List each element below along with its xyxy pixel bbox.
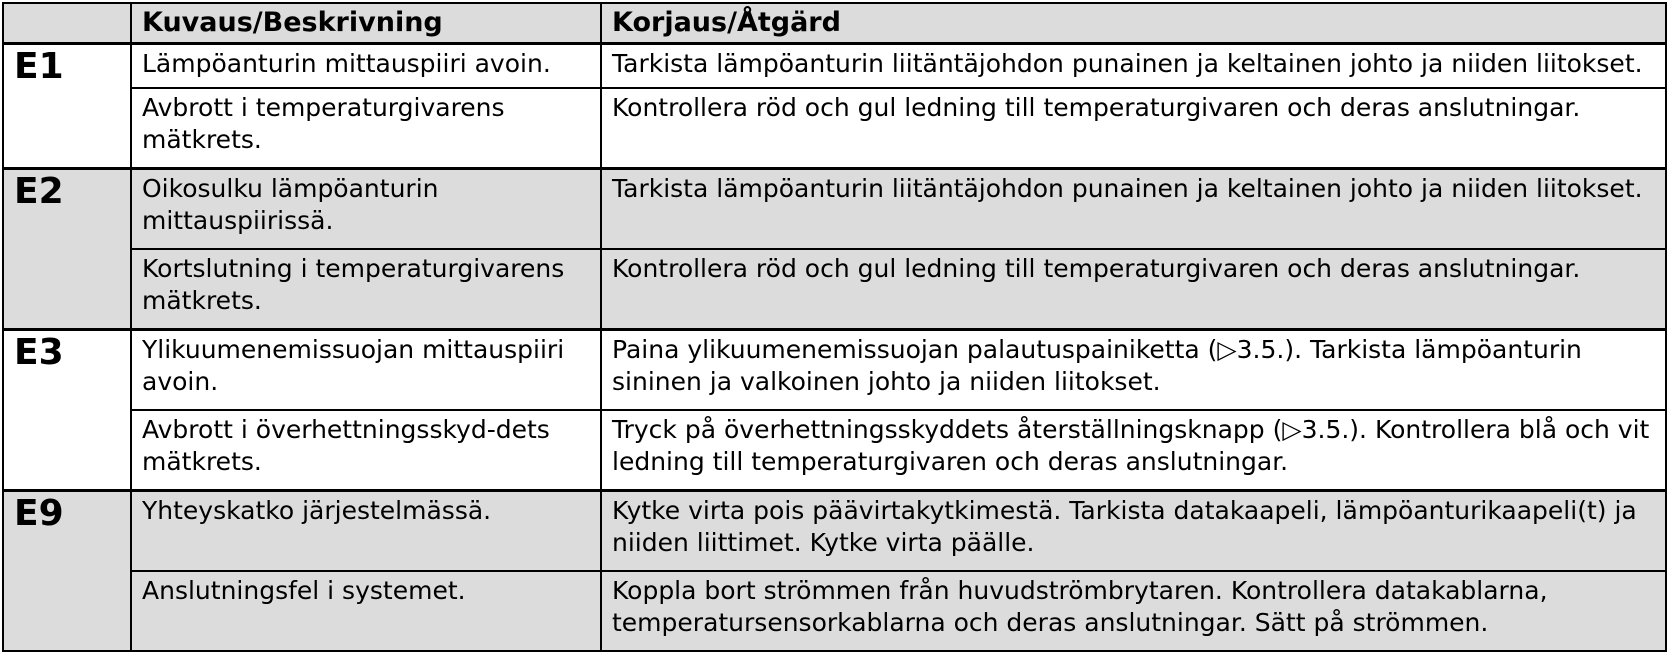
table-row <box>3 329 1666 410</box>
error-code-e9: E9 <box>3 490 131 651</box>
correction-cell: Kytke virta pois päävirtakytkimestä. Tarkista datakaapeli, lämpöanturikaapeli(t) ja niiden liittimet. Kytke virta päälle. <box>601 490 1666 571</box>
description-cell: Avbrott i temperaturgivarens mätkrets. <box>131 88 601 169</box>
header-description: Kuvaus/Beskrivning <box>131 3 601 44</box>
table-row <box>3 88 1666 169</box>
description-cell: Oikosulku lämpöanturin mittauspiirissä. <box>131 168 601 249</box>
description-cell: Lämpöanturin mittauspiiri avoin. <box>131 44 601 88</box>
correction-cell: Kontrollera röd och gul ledning till temperaturgivaren och deras anslutningar. <box>601 249 1666 330</box>
correction-cell: Tarkista lämpöanturin liitäntäjohdon punainen ja keltainen johto ja niiden liitokset. <box>601 168 1666 249</box>
error-code-table <box>2 2 1667 652</box>
table-row <box>3 490 1666 571</box>
table-row <box>3 249 1666 330</box>
table-header-row <box>3 3 1666 44</box>
description-cell: Anslutningsfel i systemet. <box>131 571 601 651</box>
correction-cell: Koppla bort strömmen från huvudströmbrytaren. Kontrollera datakablarna, temperatursensorkablarna och deras anslutningar. Sätt på strömmen. <box>601 571 1666 651</box>
description-cell: Ylikuumenemissuojan mittauspiiri avoin. <box>131 329 601 410</box>
header-correction: Korjaus/Åtgärd <box>601 3 1666 44</box>
description-cell: Yhteyskatko järjestelmässä. <box>131 490 601 571</box>
correction-cell: Tarkista lämpöanturin liitäntäjohdon punainen ja keltainen johto ja niiden liitokset. <box>601 44 1666 88</box>
error-code-e1: E1 <box>3 44 131 169</box>
error-code-e3: E3 <box>3 329 131 490</box>
table-row <box>3 168 1666 249</box>
description-cell: Avbrott i överhettningsskyd-dets mätkrets. <box>131 410 601 491</box>
error-code-e2: E2 <box>3 168 131 329</box>
header-code <box>3 3 131 44</box>
table-row <box>3 571 1666 651</box>
correction-cell: Paina ylikuumenemissuojan palautuspainiketta (▷3.5.). Tarkista lämpöanturin sininen ja valkoinen johto ja niiden liitokset. <box>601 329 1666 410</box>
correction-cell: Kontrollera röd och gul ledning till temperaturgivaren och deras anslutningar. <box>601 88 1666 169</box>
table-row <box>3 44 1666 88</box>
correction-cell: Tryck på överhettningsskyddets återställningsknapp (▷3.5.). Kontrollera blå och vit ledning till temperaturgivaren och deras anslutningar. <box>601 410 1666 491</box>
table-row <box>3 410 1666 491</box>
description-cell: Kortslutning i temperaturgivarens mätkrets. <box>131 249 601 330</box>
